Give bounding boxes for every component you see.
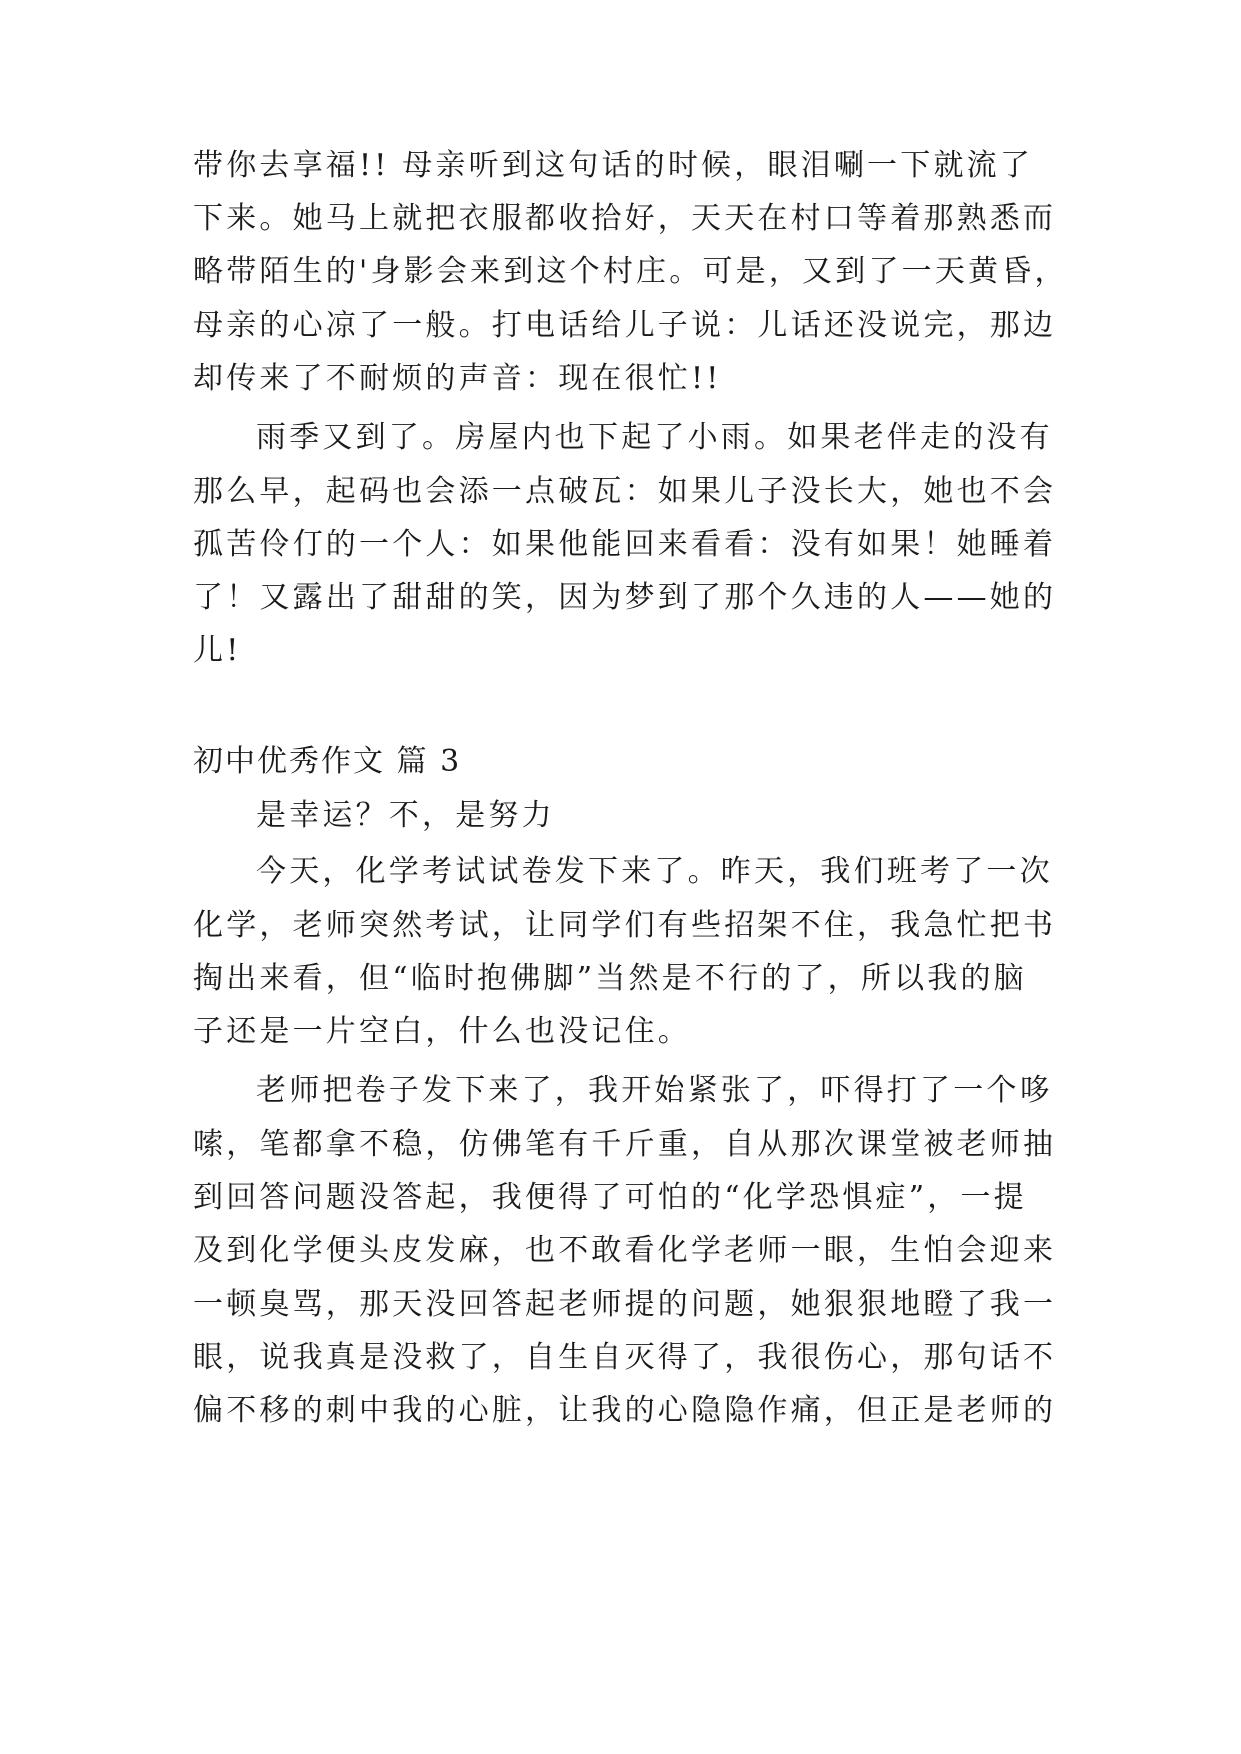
text-line: 及到化学便头皮发麻，也不敢看化学老师一眼，生怕会迎来 [193, 1233, 1057, 1268]
text-line: 化学，老师突然考试，让同学们有些招架不住，我急忙把书 [193, 908, 1057, 943]
text-line: 到回答问题没答起，我便得了可怕的“化学恐惧症”，一提 [193, 1180, 1027, 1215]
essay-title: 是幸运？不，是努力 [256, 798, 555, 833]
text-line: 掏出来看，但“临时抱佛脚”当然是不行的了，所以我的脑 [193, 961, 1027, 996]
text-line: 孤苦伶仃的一个人：如果他能回来看看：没有如果！她睡着 [193, 527, 1057, 562]
text-line: 偏不移的刺中我的心脏，让我的心隐隐作痛，但正是老师的 [193, 1393, 1057, 1428]
text-line: 嗦，笔都拿不稳，仿佛笔有千斤重，自从那次课堂被老师抽 [193, 1127, 1057, 1162]
text-line: 却传来了不耐烦的声音：现在很忙!! [193, 361, 722, 396]
text-line: 略带陌生的'身影会来到这个村庄。可是，又到了一天黄昏， [193, 254, 1068, 289]
text-line: 子还是一片空白，什么也没记住。 [193, 1014, 691, 1049]
text-line: 那么早，起码也会添一点破瓦：如果儿子没长大，她也不会 [193, 474, 1057, 509]
text-line: 下来。她马上就把衣服都收拾好，天天在村口等着那熟悉而 [193, 201, 1057, 236]
text-line: 母亲的心凉了一般。打电话给儿子说：儿话还没说完，那边 [193, 308, 1057, 343]
text-line: 老师把卷子发下来了，我开始紧张了，吓得打了一个哆 [256, 1073, 1053, 1108]
text-line: 眼，说我真是没救了，自生自灭得了，我很伤心，那句话不 [193, 1340, 1057, 1375]
text-line: 雨季又到了。房屋内也下起了小雨。如果老伴走的没有 [256, 420, 1053, 455]
text-line: 了！又露出了甜甜的笑，因为梦到了那个久违的人——她的 [193, 580, 1057, 615]
text-line: 带你去享福!! 母亲听到这句话的时候，眼泪唰一下就流了 [193, 148, 1034, 183]
section-heading: 初中优秀作文 篇 3 [193, 744, 462, 779]
text-line: 一顿臭骂，那天没回答起老师提的问题，她狠狠地瞪了我一 [193, 1287, 1057, 1322]
text-line: 儿! [193, 633, 242, 668]
text-line: 今天，化学考试试卷发下来了。昨天，我们班考了一次 [256, 854, 1053, 889]
